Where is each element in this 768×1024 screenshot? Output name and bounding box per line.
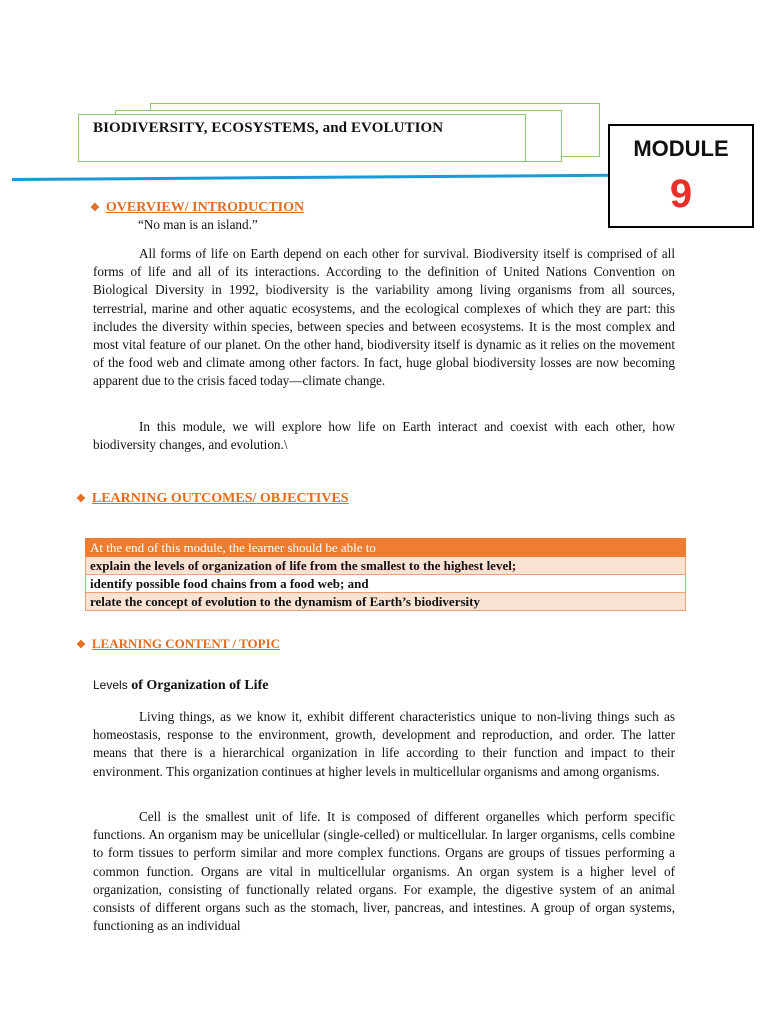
overview-paragraph-1: All forms of life on Earth depend on each other for survival. Biodiversity itself is comprised of all forms of life and all of its interactions. According to the definition of United Nations Convention on Biological Diversity in 1992, biodiversity is the variability among living organisms from all sources, terrestrial, marine and other aquatic ecosystems, and the ecological complexes of which they are part: this includes the diversity within species, between species and between ecosystems. It is the most complex and most vital feature of our planet. On the other hand, biodiversity itself is dynamic as it relies on the movement of the food web and climate among other factors. In fact, huge global biodiversity losses are now becoming apparent due to the crisis faced today—climate change. (93, 246, 675, 389)
content-paragraph-2: Cell is the smallest unit of life. It is composed of different organelles which perform specific functions. An organism may be unicellular (single-celled) or multicellular. In larger organisms, cells combine to form tissues to perform similar and more complex functions. Organs are groups of tissues performing a common function. Organs are vital in multicellular organisms. An organ system is a higher level of organization, consisting of functionally related organs. For example, the digestive system of an animal consists of different organs such as the stomach, liver, pancreas, and intestines. A group of organ systems, functioning as an individual (93, 809, 675, 934)
subheading-rest: of Organization of Life (127, 678, 269, 693)
module-badge (608, 124, 754, 228)
content-heading (76, 636, 280, 652)
objective-item-2: identify possible food chains from a food web; and (86, 575, 686, 593)
module-number: 9 (669, 172, 693, 216)
content-heading-text: LEARNING CONTENT / TOPIC (91, 636, 281, 651)
objectives-heading-text: LEARNING OUTCOMES/ OBJECTIVES (91, 491, 349, 506)
objectives-heading (76, 491, 349, 507)
subheading-small: Levels (93, 678, 128, 692)
document-title: BIODIVERSITY, ECOSYSTEMS, and EVOLUTION (93, 120, 444, 136)
objectives-table (85, 538, 686, 611)
overview-heading-text: OVERVIEW/ INTRODUCTION (105, 200, 305, 215)
table-header-row (86, 539, 686, 557)
table-row (86, 593, 686, 611)
overview-paragraph-2: In this module, we will explore how life on Earth interact and coexist with each other, how biodiversity changes, and evolution.\ (93, 419, 675, 453)
header-divider (12, 174, 612, 181)
objective-item-1: explain the levels of organization of life from the smallest to the highest level; (86, 557, 686, 575)
objective-item-3: relate the concept of evolution to the dynamism of Earth’s biodiversity (86, 593, 686, 611)
section-subheading (93, 678, 268, 694)
table-row (86, 557, 686, 575)
diamond-bullet-icon: ❖ (76, 639, 86, 651)
module-label: MODULE (633, 136, 729, 161)
diamond-bullet-icon: ❖ (90, 202, 100, 214)
diamond-bullet-icon: ❖ (76, 493, 86, 505)
overview-heading (90, 200, 304, 216)
overview-quote: “No man is an island.” (138, 217, 258, 232)
table-header-cell: At the end of this module, the learner should be able to (86, 539, 686, 557)
table-row (86, 575, 686, 593)
content-paragraph-1: Living things, as we know it, exhibit different characteristics unique to non-living things such as homeostasis, response to the environment, growth, development and reproduction, and order. The latter means that there is a hierarchical organization in life according to their function and impact to their environment. This organization continues at higher levels in multicellular organisms and among organisms. (93, 709, 675, 779)
